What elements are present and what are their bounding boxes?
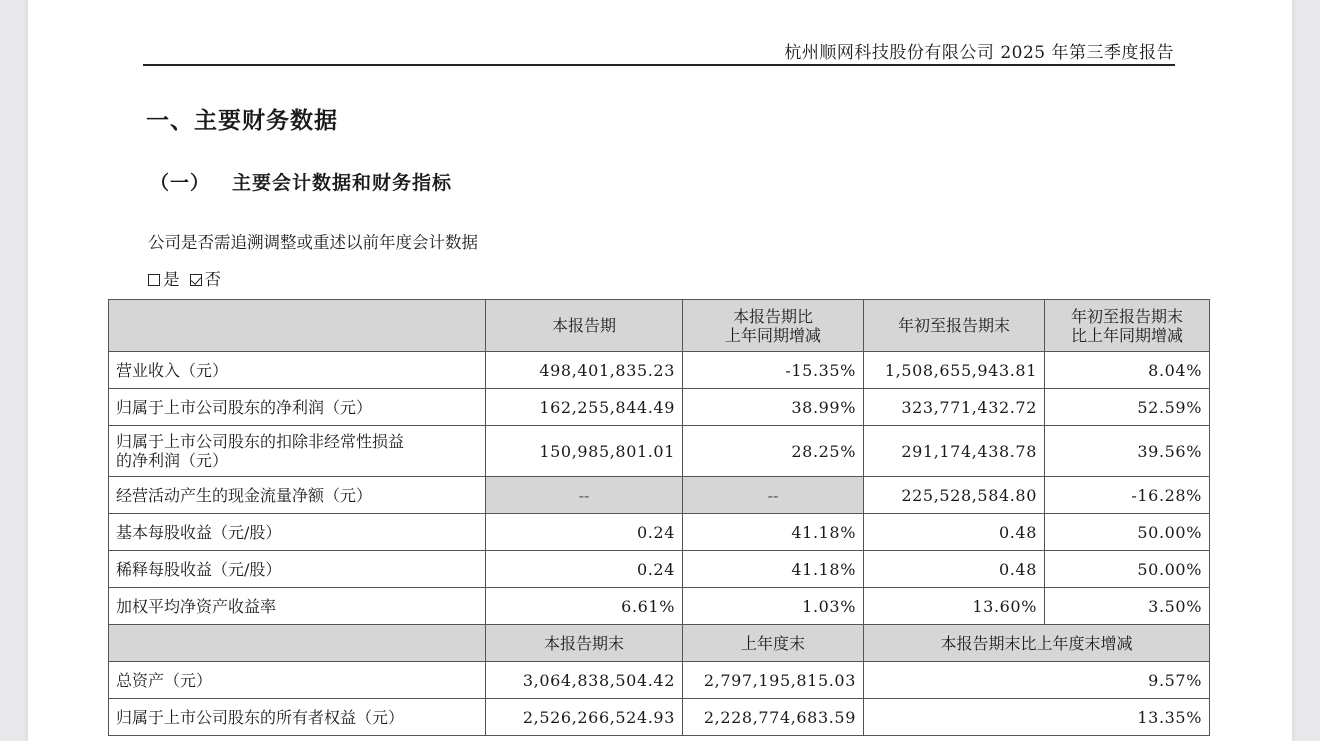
checkbox-unchecked-icon[interactable] xyxy=(148,274,160,286)
document-page xyxy=(28,0,1292,741)
option-no[interactable] xyxy=(190,270,222,289)
row-label: 总资产（元） xyxy=(109,662,486,699)
table-row xyxy=(109,514,1210,551)
financial-data-table xyxy=(108,299,1210,736)
table-cell: 0.24 xyxy=(486,514,683,551)
table-cell: 13.35% xyxy=(864,699,1210,736)
table-cell: 162,255,844.49 xyxy=(486,389,683,426)
table-cell: 0.48 xyxy=(864,514,1045,551)
table-cell: 8.04% xyxy=(1045,352,1210,389)
table-cell: 6.61% xyxy=(486,588,683,625)
col-header: 上年度末 xyxy=(683,625,864,662)
row-label: 归属于上市公司股东的净利润（元） xyxy=(109,389,486,426)
table-row xyxy=(109,477,1210,514)
table-cell: 38.99% xyxy=(683,389,864,426)
col-header: 本报告期 xyxy=(486,300,683,352)
table-cell: -- xyxy=(486,477,683,514)
table-cell: 39.56% xyxy=(1045,426,1210,477)
table-cell: 0.48 xyxy=(864,551,1045,588)
row-label: 营业收入（元） xyxy=(109,352,486,389)
table-row xyxy=(109,662,1210,699)
table-subheader-row xyxy=(109,625,1210,662)
table-cell: 50.00% xyxy=(1045,551,1210,588)
subsection-number: （一） xyxy=(150,172,211,194)
table-cell: 3,064,838,504.42 xyxy=(486,662,683,699)
col-header: 本报告期末 xyxy=(486,625,683,662)
table-row xyxy=(109,551,1210,588)
table-cell: 2,526,266,524.93 xyxy=(486,699,683,736)
table-cell: 2,797,195,815.03 xyxy=(683,662,864,699)
option-no-label: 否 xyxy=(204,270,221,289)
option-yes[interactable] xyxy=(148,270,180,289)
table-cell: 1.03% xyxy=(683,588,864,625)
col-header: 本报告期末比上年度末增减 xyxy=(864,625,1210,662)
section-title: 一、主要财务数据 xyxy=(146,107,338,134)
table-cell: -15.35% xyxy=(683,352,864,389)
subsection-title: 主要会计数据和财务指标 xyxy=(232,172,453,194)
col-header: 年初至报告期末 比上年同期增减 xyxy=(1045,300,1210,352)
table-cell: 225,528,584.80 xyxy=(864,477,1045,514)
table-row xyxy=(109,352,1210,389)
table-cell: 3.50% xyxy=(1045,588,1210,625)
restatement-options xyxy=(148,266,231,290)
row-label: 归属于上市公司股东的扣除非经常性损益 的净利润（元） xyxy=(109,426,486,477)
table-cell: 13.60% xyxy=(864,588,1045,625)
table-cell: 291,174,438.78 xyxy=(864,426,1045,477)
table-cell: 1,508,655,943.81 xyxy=(864,352,1045,389)
table-row xyxy=(109,426,1210,477)
table-cell: 28.25% xyxy=(683,426,864,477)
subsection-heading xyxy=(150,168,452,195)
table-row xyxy=(109,588,1210,625)
table-cell: 323,771,432.72 xyxy=(864,389,1045,426)
col-header: 年初至报告期末 xyxy=(864,300,1045,352)
row-label: 基本每股收益（元/股） xyxy=(109,514,486,551)
header-divider xyxy=(143,64,1175,66)
checkbox-checked-icon[interactable] xyxy=(190,274,202,286)
table-cell: 150,985,801.01 xyxy=(486,426,683,477)
table-cell: 50.00% xyxy=(1045,514,1210,551)
table-row xyxy=(109,699,1210,736)
row-label: 经营活动产生的现金流量净额（元） xyxy=(109,477,486,514)
subheader-empty-cell xyxy=(109,625,486,662)
table-cell: 41.18% xyxy=(683,514,864,551)
table-cell: -16.28% xyxy=(1045,477,1210,514)
restatement-question: 公司是否需追溯调整或重述以前年度会计数据 xyxy=(148,233,478,252)
table-cell: 0.24 xyxy=(486,551,683,588)
table-cell: 498,401,835.23 xyxy=(486,352,683,389)
table-cell: 52.59% xyxy=(1045,389,1210,426)
header-empty-cell xyxy=(109,300,486,352)
row-label: 归属于上市公司股东的所有者权益（元） xyxy=(109,699,486,736)
table-cell: -- xyxy=(683,477,864,514)
table-cell: 2,228,774,683.59 xyxy=(683,699,864,736)
table-cell: 41.18% xyxy=(683,551,864,588)
table-header-row xyxy=(109,300,1210,352)
row-label: 稀释每股收益（元/股） xyxy=(109,551,486,588)
row-label: 加权平均净资产收益率 xyxy=(109,588,486,625)
option-yes-label: 是 xyxy=(163,270,180,289)
table-row xyxy=(109,389,1210,426)
col-header: 本报告期比 上年同期增减 xyxy=(683,300,864,352)
table-cell: 9.57% xyxy=(864,662,1210,699)
report-header-title: 杭州顺网科技股份有限公司 2025 年第三季度报告 xyxy=(784,43,1174,63)
